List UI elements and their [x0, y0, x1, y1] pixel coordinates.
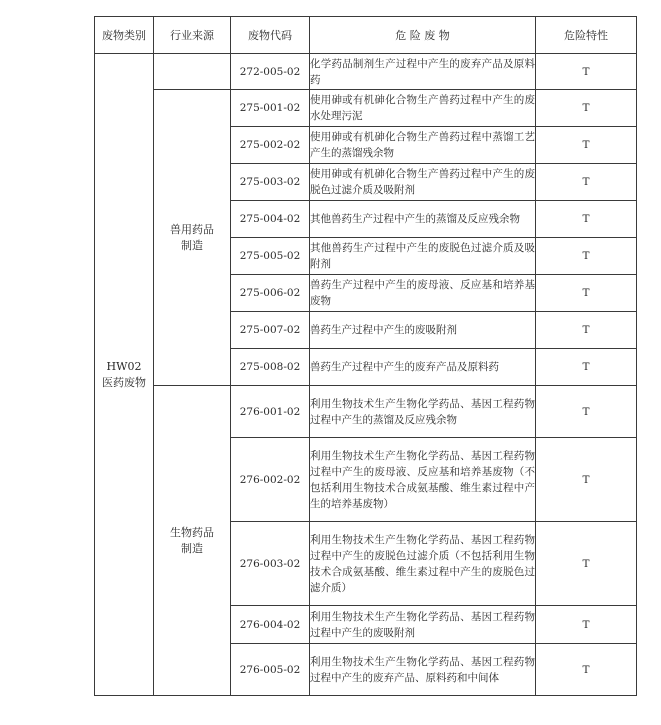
waste-description: 利用生物技术生产生物化学药品、基因工程药物过程中产生的废吸附剂 — [310, 606, 536, 644]
waste-description: 使用砷或有机砷化合物生产兽药过程中蒸馏工艺产生的蒸馏残余物 — [310, 127, 536, 164]
header-code: 废物代码 — [231, 17, 310, 54]
table-row — [95, 90, 637, 127]
hazard-characteristic: T — [536, 312, 637, 349]
waste-code: 275-006-02 — [231, 275, 310, 312]
waste-code: 276-005-02 — [231, 644, 310, 696]
waste-description: 化学药品制剂生产过程中产生的废弃产品及原料药 — [310, 54, 536, 90]
category-code: HW02 — [106, 359, 142, 373]
waste-code: 275-004-02 — [231, 201, 310, 238]
table-row — [95, 386, 637, 438]
source-cell-veterinary: 兽用药品制造 — [154, 90, 231, 386]
waste-code: 276-002-02 — [231, 438, 310, 522]
header-source: 行业来源 — [154, 17, 231, 54]
hazard-characteristic: T — [536, 386, 637, 438]
waste-code: 275-002-02 — [231, 127, 310, 164]
waste-description: 利用生物技术生产生物化学药品、基因工程药物过程中产生的蒸馏及反应残余物 — [310, 386, 536, 438]
waste-description: 利用生物技术生产生物化学药品、基因工程药物过程中产生的废弃产品、原料药和中间体 — [310, 644, 536, 696]
waste-description: 利用生物技术生产生物化学药品、基因工程药物过程中产生的废脱色过滤介质（不包括利用生物技术合成氨基酸、维生素过程中产生的废脱色过滤介质） — [310, 522, 536, 606]
waste-description: 使用砷或有机砷化合物生产兽药过程中产生的废水处理污泥 — [310, 90, 536, 127]
waste-code: 275-003-02 — [231, 164, 310, 201]
waste-description: 兽药生产过程中产生的废弃产品及原料药 — [310, 349, 536, 386]
waste-description: 其他兽药生产过程中产生的废脱色过滤介质及吸附剂 — [310, 238, 536, 275]
header-hazard: 危险特性 — [536, 17, 637, 54]
hazard-characteristic: T — [536, 90, 637, 127]
hazard-characteristic: T — [536, 522, 637, 606]
hazard-characteristic: T — [536, 644, 637, 696]
hazard-characteristic: T — [536, 275, 637, 312]
waste-code: 272-005-02 — [231, 54, 310, 90]
hazard-characteristic: T — [536, 127, 637, 164]
waste-code: 276-004-02 — [231, 606, 310, 644]
waste-code: 276-001-02 — [231, 386, 310, 438]
header-category: 废物类别 — [95, 17, 154, 54]
table-row — [95, 54, 637, 90]
hazard-characteristic: T — [536, 164, 637, 201]
waste-code: 276-003-02 — [231, 522, 310, 606]
category-name: 医药废物 — [102, 375, 146, 389]
source-cell-biological: 生物药品制造 — [154, 386, 231, 696]
waste-description: 使用砷或有机砷化合物生产兽药过程中产生的废脱色过滤介质及吸附剂 — [310, 164, 536, 201]
waste-code: 275-005-02 — [231, 238, 310, 275]
header-row — [95, 17, 637, 54]
hazard-characteristic: T — [536, 238, 637, 275]
waste-description: 利用生物技术生产生物化学药品、基因工程药物过程中产生的废母液、反应基和培养基废物（不包括利用生物技术合成氨基酸、维生素过程中产生的培养基废物） — [310, 438, 536, 522]
category-cell — [95, 54, 154, 696]
waste-description: 兽药生产过程中产生的废吸附剂 — [310, 312, 536, 349]
waste-description: 其他兽药生产过程中产生的蒸馏及反应残余物 — [310, 201, 536, 238]
hazard-characteristic: T — [536, 349, 637, 386]
hazard-characteristic: T — [536, 438, 637, 522]
hazard-characteristic: T — [536, 201, 637, 238]
source-cell-0 — [154, 54, 231, 90]
waste-code: 275-008-02 — [231, 349, 310, 386]
hazardous-waste-table — [94, 16, 637, 696]
waste-description: 兽药生产过程中产生的废母液、反应基和培养基废物 — [310, 275, 536, 312]
waste-code: 275-001-02 — [231, 90, 310, 127]
waste-code: 275-007-02 — [231, 312, 310, 349]
hazard-characteristic: T — [536, 606, 637, 644]
hazard-characteristic: T — [536, 54, 637, 90]
header-waste: 危 险 废 物 — [310, 17, 536, 54]
